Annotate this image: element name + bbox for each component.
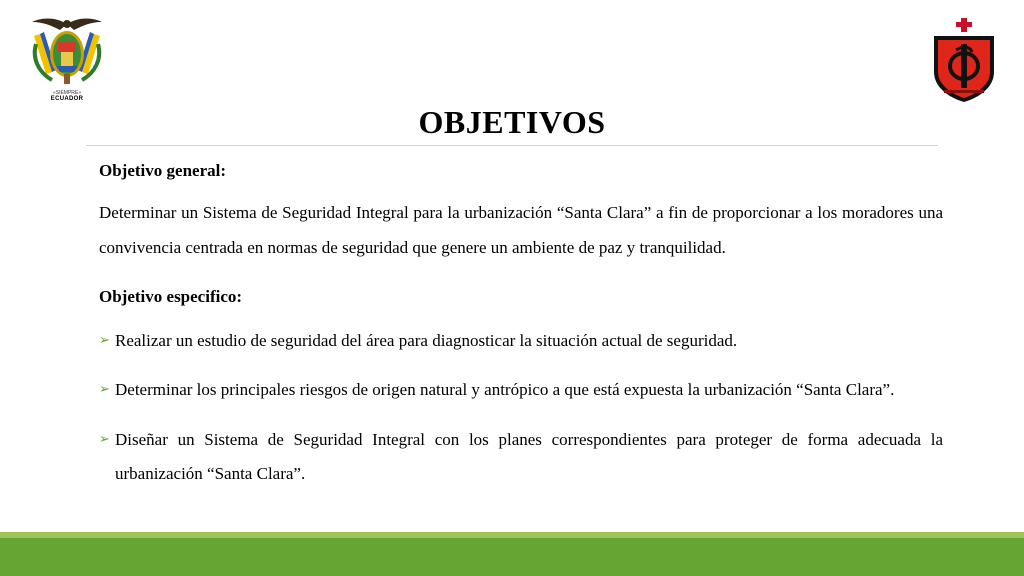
specific-objective-item xyxy=(99,324,943,358)
logo-caption-motto: «SIEMPRE» xyxy=(52,90,82,96)
logo-caption-country: ECUADOR xyxy=(50,96,84,102)
specific-objective-text: Diseñar un Sistema de Seguridad Integral con los planes correspondientes para proteger de forma adecuada la urbanización “Santa Clara”. xyxy=(115,430,943,483)
arrow-bullet-icon: ➢ xyxy=(99,333,110,348)
general-objective-heading: Objetivo general: xyxy=(99,161,226,180)
specific-objective-text: Determinar los principales riesgos de origen natural y antrópico a que está expuesta la urbanización “Santa Clara”. xyxy=(115,380,895,399)
ecuador-coat-of-arms-logo xyxy=(22,14,112,106)
general-objective-text: Determinar un Sistema de Seguridad Integral para la urbanización “Santa Clara” a fin de proporcionar a los moradores una convivencia centrada en normas de seguridad que genere un ambiente de paz y tranquilidad. xyxy=(99,203,943,257)
institution-shield-logo xyxy=(928,16,1000,104)
slide-body xyxy=(99,155,943,491)
arrow-bullet-icon: ➢ xyxy=(99,432,110,447)
specific-objective-item xyxy=(99,373,943,407)
slide-title: OBJETIVOS xyxy=(418,104,606,140)
specific-objectives-heading: Objetivo especifico: xyxy=(99,287,243,306)
title-divider xyxy=(86,145,938,146)
specific-objective-item xyxy=(99,423,943,491)
footer-band xyxy=(0,538,1024,576)
specific-objective-text: Realizar un estudio de seguridad del área para diagnosticar la situación actual de seguridad. xyxy=(115,331,738,350)
arrow-bullet-icon: ➢ xyxy=(99,382,110,397)
